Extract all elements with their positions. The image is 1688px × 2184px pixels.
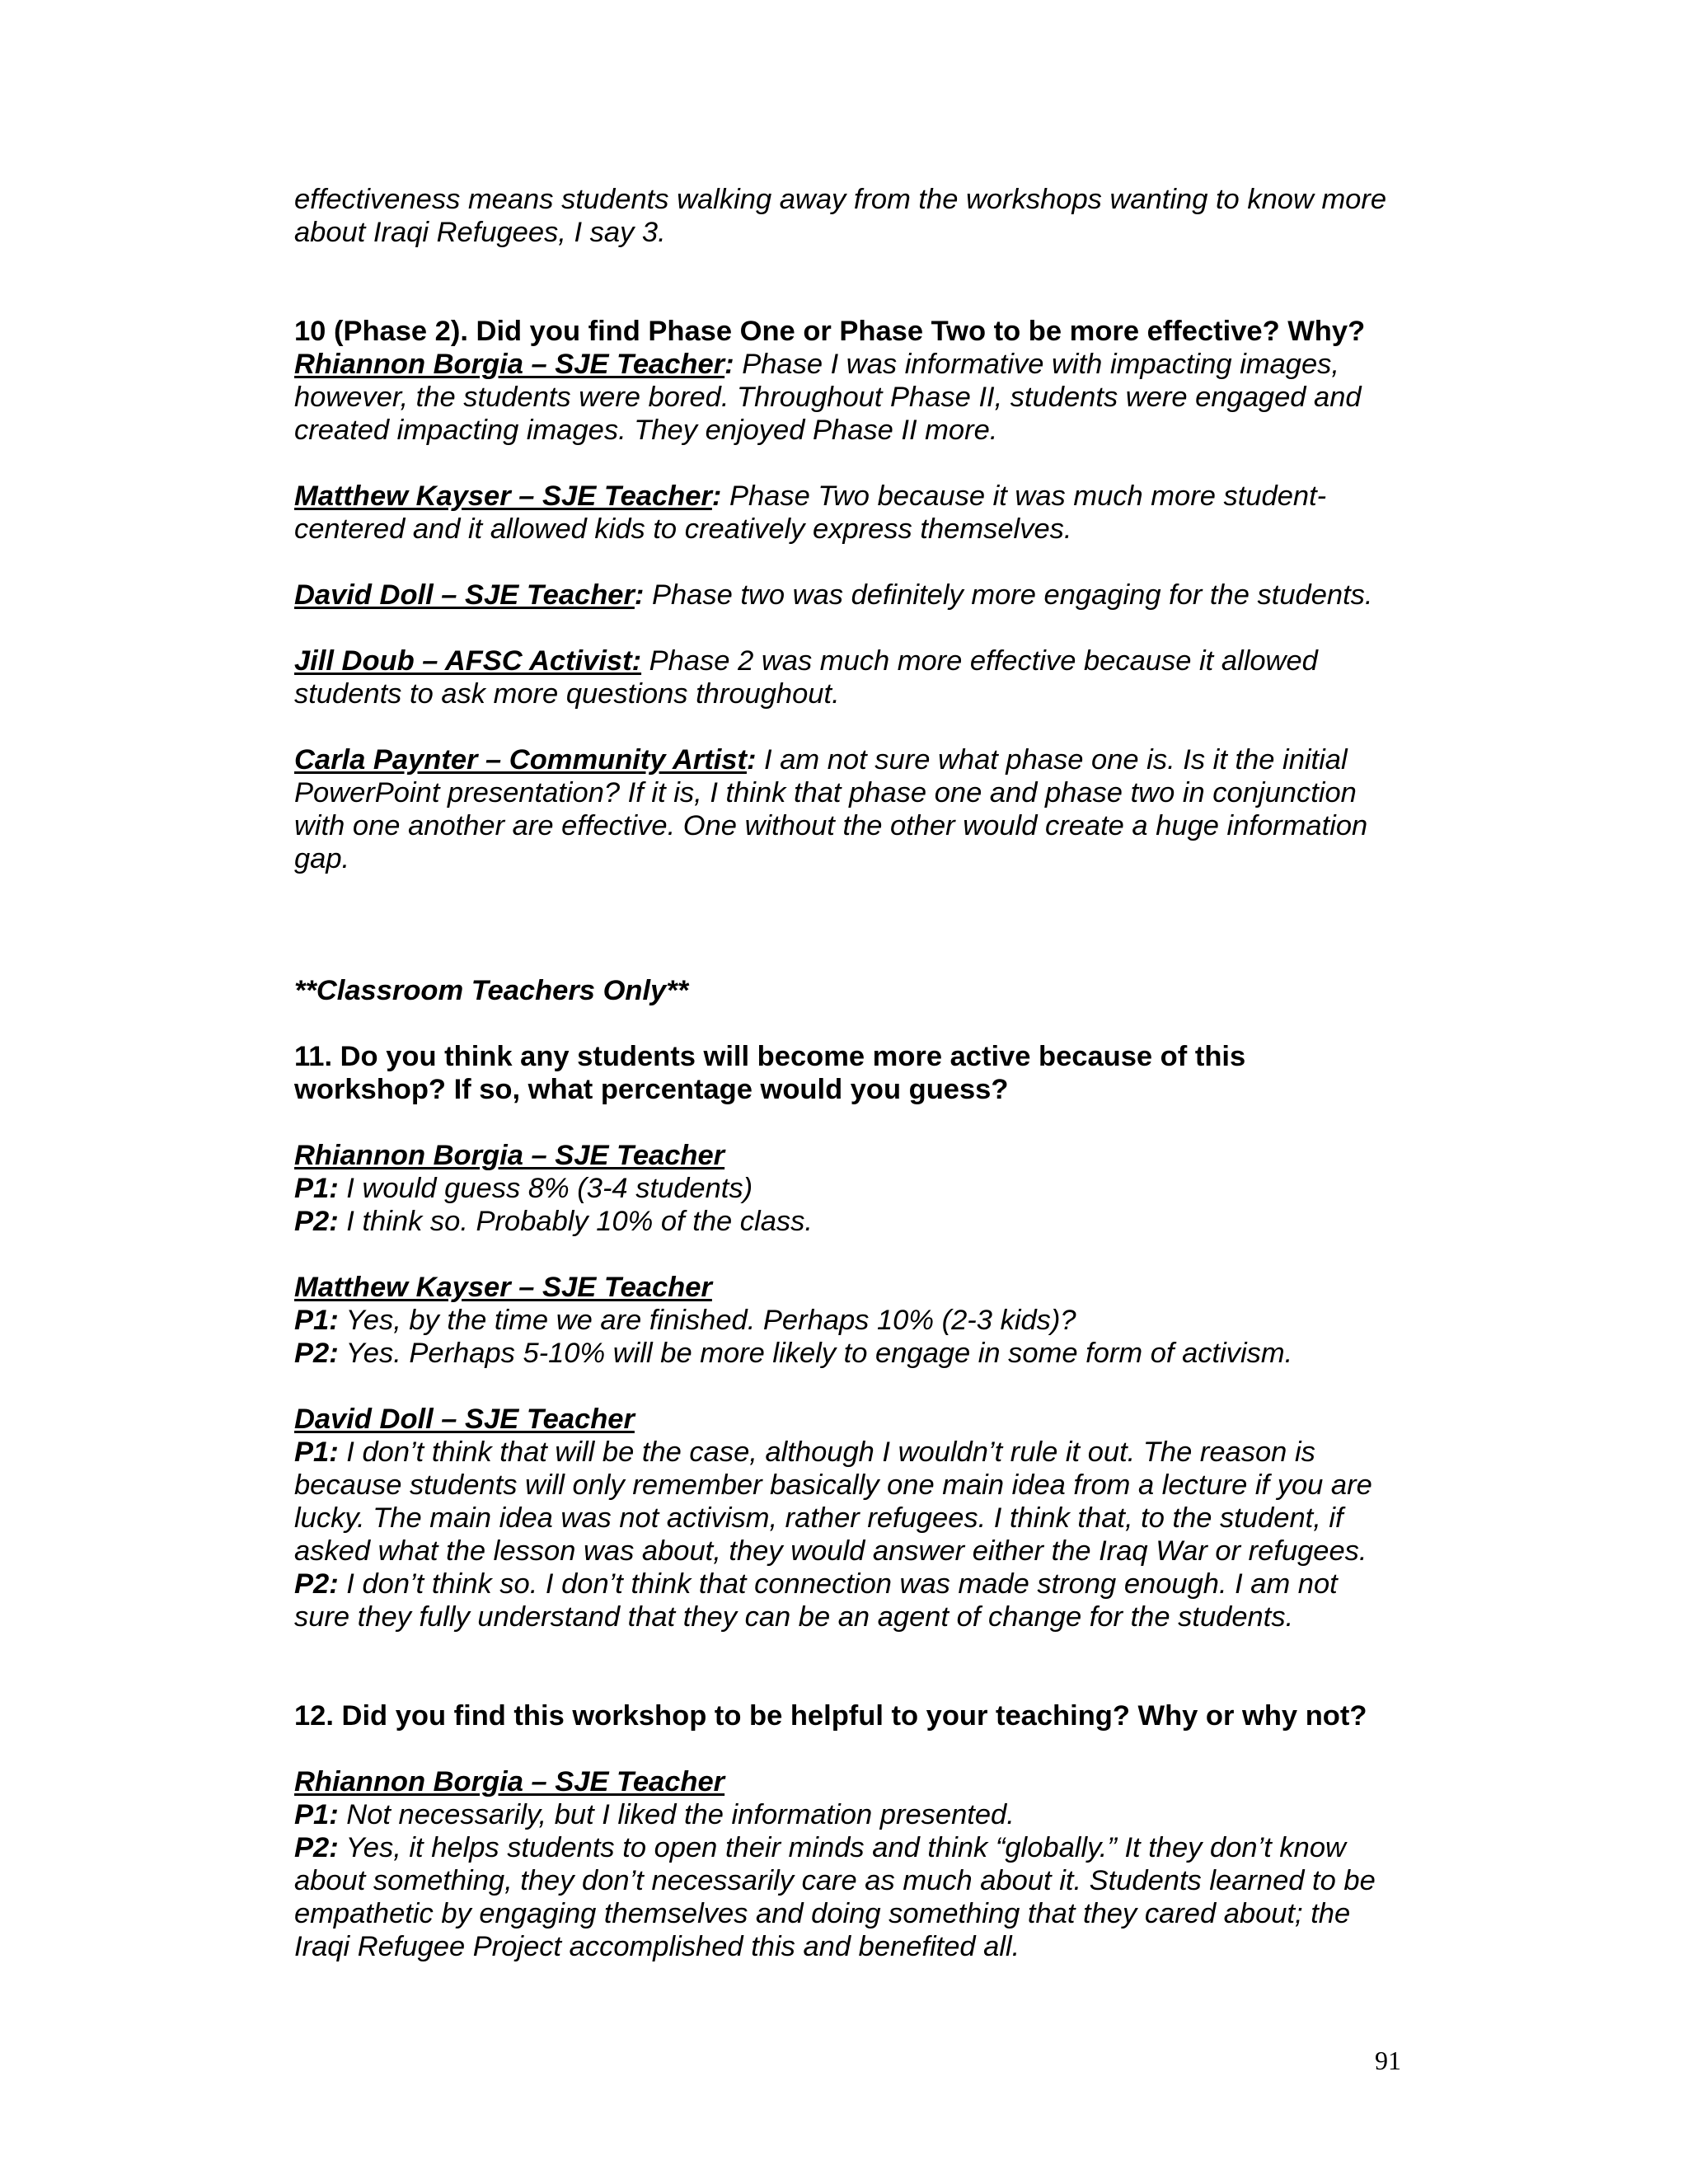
answer-line: about something, they don’t necessarily care as much about it. Students learned to be: [294, 1865, 1376, 1896]
q11-question: [294, 1040, 1399, 1106]
answer-text: Phase 2 was much more effective because it allowed: [641, 645, 1318, 677]
respondent-name: Rhiannon Borgia – SJE Teacher: [294, 1140, 725, 1171]
answer-text: Phase Two because it was much more student-: [721, 480, 1327, 512]
answer-line: empathetic by engaging themselves and doing something that they cared about; the: [294, 1898, 1351, 1929]
answer-text: Yes, by the time we are finished. Perhaps 10% (2-3 kids)?: [338, 1305, 1076, 1336]
respondent-name: Matthew Kayser – SJE Teacher: [294, 1272, 712, 1303]
answer-line: sure they fully understand that they can be an agent of change for the students.: [294, 1601, 1294, 1633]
answer-text: I think so. Probably 10% of the class.: [338, 1206, 813, 1237]
intro-line: about Iraqi Refugees, I say 3.: [294, 217, 666, 248]
p2-label: P2:: [294, 1568, 339, 1600]
q12-question: 12. Did you find this workshop to be helpful to your teaching? Why or why not?: [294, 1700, 1367, 1732]
respondent-colon: :: [711, 480, 722, 512]
respondent-name: Matthew Kayser – SJE Teacher: [294, 480, 712, 512]
q11-answer-borgia: [294, 1139, 1399, 1238]
answer-text: I don’t think that will be the case, although I wouldn’t rule it out. The reason is: [338, 1436, 1315, 1468]
p2-label: P2:: [294, 1338, 339, 1369]
answer-line: centered and it allowed kids to creatively express themselves.: [294, 513, 1072, 545]
answer-line: created impacting images. They enjoyed Phase II more.: [294, 415, 998, 446]
answer-text: I am not sure what phase one is. Is it the initial: [756, 744, 1348, 776]
answer-line: gap.: [294, 843, 350, 874]
respondent-name: Rhiannon Borgia – SJE Teacher: [294, 349, 725, 380]
answer-line: lucky. The main idea was not activism, rather refugees. I think that, to the student, if: [294, 1502, 1343, 1534]
q11-answer-doll: [294, 1403, 1399, 1633]
q10-answer-doub: [294, 644, 1399, 710]
q10-answer-paynter: [294, 743, 1399, 875]
answer-line: because students will only remember basically one main idea from a lecture if you are: [294, 1469, 1372, 1501]
respondent-name: Carla Paynter – Community Artist: [294, 744, 747, 776]
section-header: **Classroom Teachers Only**: [294, 975, 689, 1006]
p1-label: P1:: [294, 1799, 339, 1830]
answer-text: Yes, it helps students to open their minds and think “globally.” It they don’t know: [338, 1832, 1346, 1863]
question-line: 11. Do you think any students will become more active because of this: [294, 1041, 1246, 1072]
respondent-name: David Doll – SJE Teacher: [294, 1404, 635, 1435]
respondent-name: Rhiannon Borgia – SJE Teacher: [294, 1766, 725, 1797]
answer-text: Yes. Perhaps 5-10% will be more likely to engage in some form of activism.: [338, 1338, 1293, 1369]
answer-text: Phase two was definitely more engaging for the students.: [644, 579, 1373, 611]
answer-line: however, the students were bored. Throughout Phase II, students were engaged and: [294, 382, 1362, 413]
q10-answer-doll: [294, 579, 1399, 612]
respondent-colon: :: [634, 579, 645, 611]
answer-text: Phase I was informative with impacting images,: [734, 349, 1339, 380]
p1-label: P1:: [294, 1173, 339, 1204]
page-body: [294, 183, 1399, 1963]
respondent-name: David Doll – SJE Teacher: [294, 579, 635, 611]
intro-line: effectiveness means students walking away from the workshops wanting to know more: [294, 184, 1387, 215]
q10-question: 10 (Phase 2). Did you find Phase One or Phase Two to be more effective? Why?: [294, 316, 1366, 347]
answer-line: with one another are effective. One without the other would create a huge information: [294, 810, 1368, 841]
p2-label: P2:: [294, 1832, 339, 1863]
question-line: workshop? If so, what percentage would you guess?: [294, 1074, 1009, 1105]
q11-answer-kayser: [294, 1271, 1399, 1370]
answer-line: students to ask more questions throughout.: [294, 678, 840, 710]
q12-answer-borgia: [294, 1765, 1399, 1963]
answer-line: Iraqi Refugee Project accomplished this and benefited all.: [294, 1931, 1020, 1962]
respondent-colon: :: [746, 744, 757, 776]
answer-line: PowerPoint presentation? If it is, I think that phase one and phase two in conjunction: [294, 777, 1357, 808]
p2-label: P2:: [294, 1206, 339, 1237]
p1-label: P1:: [294, 1436, 339, 1468]
q10-answer-borgia: [294, 348, 1399, 447]
answer-text: Not necessarily, but I liked the information presented.: [338, 1799, 1015, 1830]
respondent-name: Jill Doub – AFSC Activist:: [294, 645, 642, 677]
p1-label: P1:: [294, 1305, 339, 1336]
answer-text: I don’t think so. I don’t think that connection was made strong enough. I am not: [338, 1568, 1338, 1600]
page-number: 91: [1375, 2046, 1401, 2075]
respondent-colon: :: [724, 349, 734, 380]
q10-answer-kayser: [294, 480, 1399, 546]
answer-line: asked what the lesson was about, they would answer either the Iraq War or refugees.: [294, 1535, 1367, 1567]
answer-text: I would guess 8% (3-4 students): [338, 1173, 753, 1204]
intro-paragraph: [294, 183, 1399, 249]
